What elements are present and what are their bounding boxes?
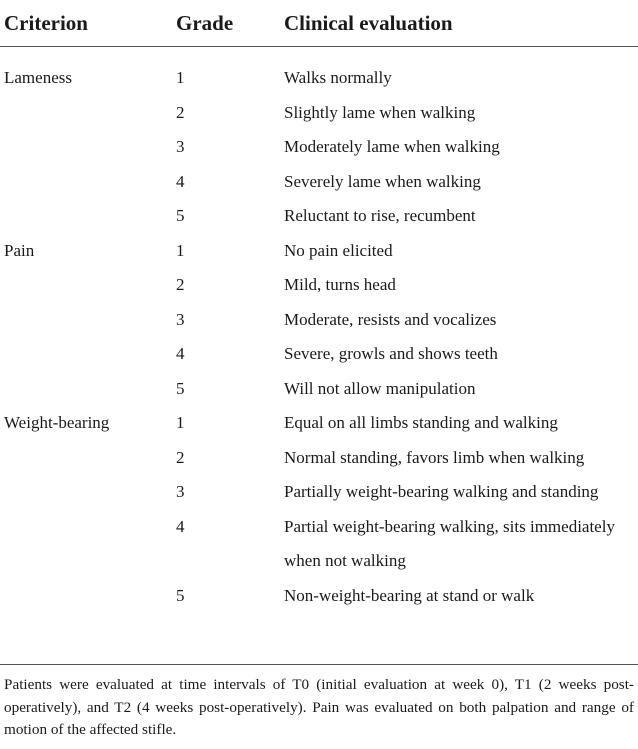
table-row [0, 510, 638, 579]
header-grade: Grade [172, 0, 284, 47]
criterion-cell [0, 510, 172, 579]
evaluation-cell: Severely lame when walking [284, 171, 481, 191]
criterion-cell [0, 372, 172, 407]
grade-cell: 1 [176, 240, 185, 260]
criterion-cell [0, 130, 172, 165]
table-row [0, 372, 638, 407]
evaluation-cell: No pain elicited [284, 240, 393, 260]
grade-cell: 2 [176, 447, 185, 467]
table-row [0, 130, 638, 165]
evaluation-cell: Partial weight-bearing walking, sits immediately when not walking [284, 516, 615, 570]
table-row [0, 199, 638, 234]
table-row [0, 406, 638, 441]
criterion-cell [0, 337, 172, 372]
grade-cell: 3 [176, 309, 185, 329]
criterion-cell [0, 96, 172, 131]
evaluation-cell: Will not allow manipulation [284, 378, 476, 398]
criterion-cell [0, 165, 172, 200]
evaluation-cell: Moderate, resists and vocalizes [284, 309, 497, 329]
evaluation-cell: Severe, growls and shows teeth [284, 344, 498, 363]
grade-cell: 5 [176, 378, 185, 398]
grade-cell: 2 [176, 275, 185, 294]
grade-cell: 2 [176, 102, 185, 122]
grade-cell: 3 [176, 482, 185, 501]
table-row [0, 268, 638, 303]
evaluation-cell: Partially weight-bearing walking and standing [284, 482, 599, 501]
grade-cell: 4 [176, 344, 185, 363]
evaluation-cell: Slightly lame when walking [284, 102, 476, 122]
evaluation-cell: Moderately lame when walking [284, 137, 500, 156]
table-row [0, 441, 638, 476]
grade-cell: 5 [176, 585, 185, 605]
evaluation-cell: Mild, turns head [284, 275, 396, 294]
grade-cell: 1 [176, 68, 185, 87]
table-body [0, 47, 638, 624]
table-row [0, 337, 638, 372]
table-footnote: Patients were evaluated at time intervals of T0 (initial evaluation at week 0), T1 (2 weeks post-operatively), and T2 (4 weeks post-operatively). Pain was evaluated on both palpation and range of motion of the affected stifle. [4, 676, 634, 738]
evaluation-cell: Reluctant to rise, recumbent [284, 206, 476, 225]
header-clinical-evaluation: Clinical evaluation [284, 0, 638, 47]
criterion-cell: Weight-bearing [4, 413, 110, 432]
criterion-cell [0, 475, 172, 510]
criterion-cell [0, 441, 172, 476]
table-row [0, 47, 638, 96]
criterion-cell: Lameness [4, 68, 72, 87]
table-row [0, 475, 638, 510]
evaluation-cell: Non-weight-bearing at stand or walk [284, 585, 535, 605]
table-header-row [0, 0, 638, 47]
table-row [0, 579, 638, 624]
criterion-cell [0, 268, 172, 303]
header-criterion: Criterion [0, 0, 172, 47]
table-row [0, 303, 638, 338]
criterion-cell: Pain [4, 240, 35, 260]
evaluation-cell: Normal standing, favors limb when walking [284, 447, 585, 467]
criterion-cell [0, 579, 172, 624]
grade-cell: 1 [176, 413, 185, 432]
grade-cell: 4 [176, 516, 185, 536]
table-bottom-rule [0, 664, 638, 665]
table-row [0, 96, 638, 131]
grade-cell: 3 [176, 137, 185, 156]
table-row [0, 165, 638, 200]
table-row [0, 234, 638, 269]
criterion-cell [0, 303, 172, 338]
grade-cell: 5 [176, 206, 185, 225]
criterion-cell [0, 199, 172, 234]
grade-cell: 4 [176, 171, 185, 191]
evaluation-cell: Walks normally [284, 68, 392, 87]
evaluation-cell: Equal on all limbs standing and walking [284, 413, 558, 432]
